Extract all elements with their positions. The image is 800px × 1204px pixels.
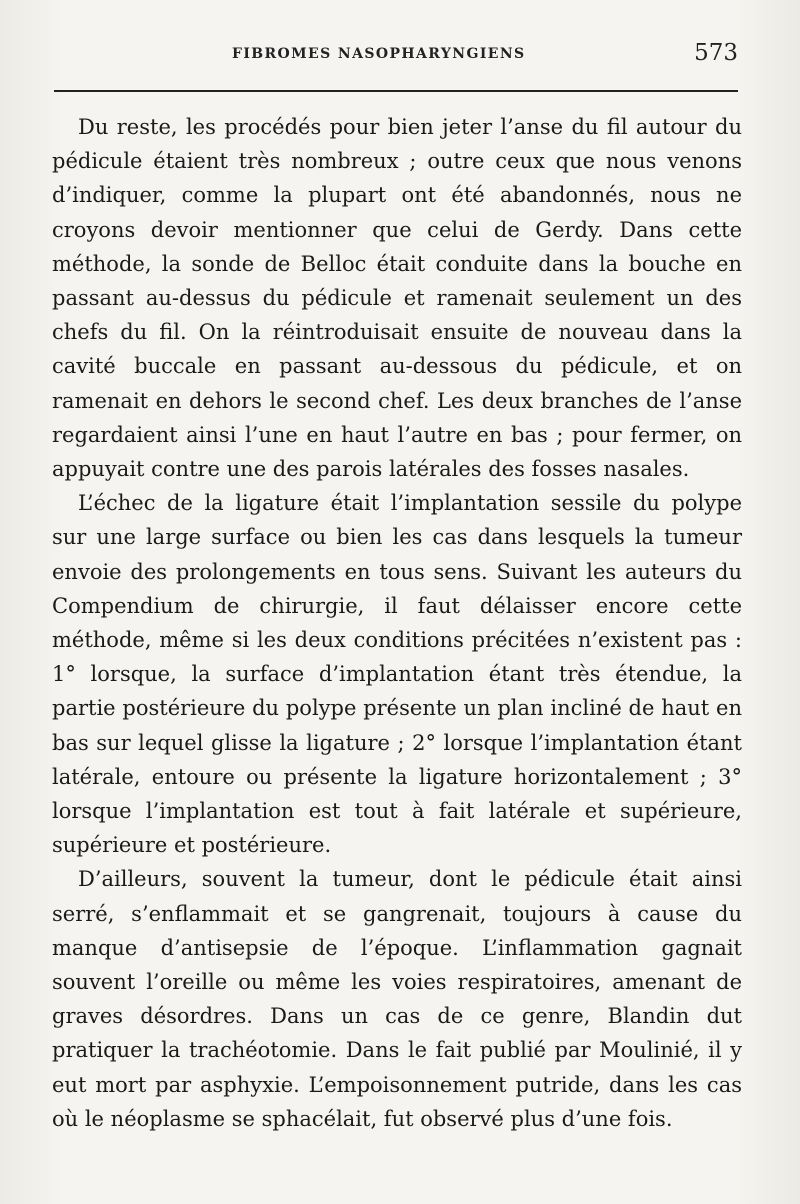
page-number: 573 [694, 40, 738, 66]
header-rule [54, 90, 738, 92]
paragraph-1: Du reste, les procédés pour bien jeter l’anse du fil autour du pédicule étaient très nombreux ; outre ceux que nous venons d’indiquer, comme la plupart ont été abandonnés, nous ne croyons devoir mentionner que celui de Gerdy. Dans cette méthode, la sonde de Belloc était conduite dans la bouche en passant au-dessus du pédicule et ramenait seulement un des chefs du fil. On la réintroduisait ensuite de nouveau dans la cavité buccale en passant au-dessous du pédicule, et on ramenait en dehors le second chef. Les deux branches de l’anse regardaient ainsi l’une en haut l’autre en bas ; pour fermer, on appuyait contre une des parois latérales des fosses nasales. [52, 115, 742, 482]
paragraph-2: L’échec de la ligature était l’implantation sessile du polype sur une large surface ou bien les cas dans lesquels la tumeur envoie des prolongements en tous sens. Suivant les auteurs du Compendium de chirurgie, il faut délaisser encore cette méthode, même si les deux conditions précitées n’existent pas : 1° lorsque, la surface d’implantation étant très étendue, la partie postérieure du polype présente un plan incliné de haut en bas sur lequel glisse la ligature ; 2° lorsque l’implantation étant latérale, entoure ou présente la ligature horizontalement ; 3° lorsque l’implantation est tout à fait latérale et supérieure, supérieure et postérieure. [52, 491, 742, 858]
paragraph-3: D’ailleurs, souvent la tumeur, dont le pédicule était ainsi serré, s’enflammait et se gangrenait, toujours à cause du manque d’antisepsie de l’époque. L’inflammation gagnait souvent l’oreille ou même les voies respiratoires, amenant de graves désordres. Dans un cas de ce genre, Blandin dut pratiquer la trachéotomie. Dans le fait publié par Moulinié, il y eut mort par asphyxie. L’empoisonnement putride, dans les cas où le néoplasme se sphacélait, fut observé plus d’une fois. [52, 867, 742, 1131]
running-title: FIBROMES NASOPHARYNGIENS [232, 46, 526, 62]
page-body [52, 110, 742, 1136]
